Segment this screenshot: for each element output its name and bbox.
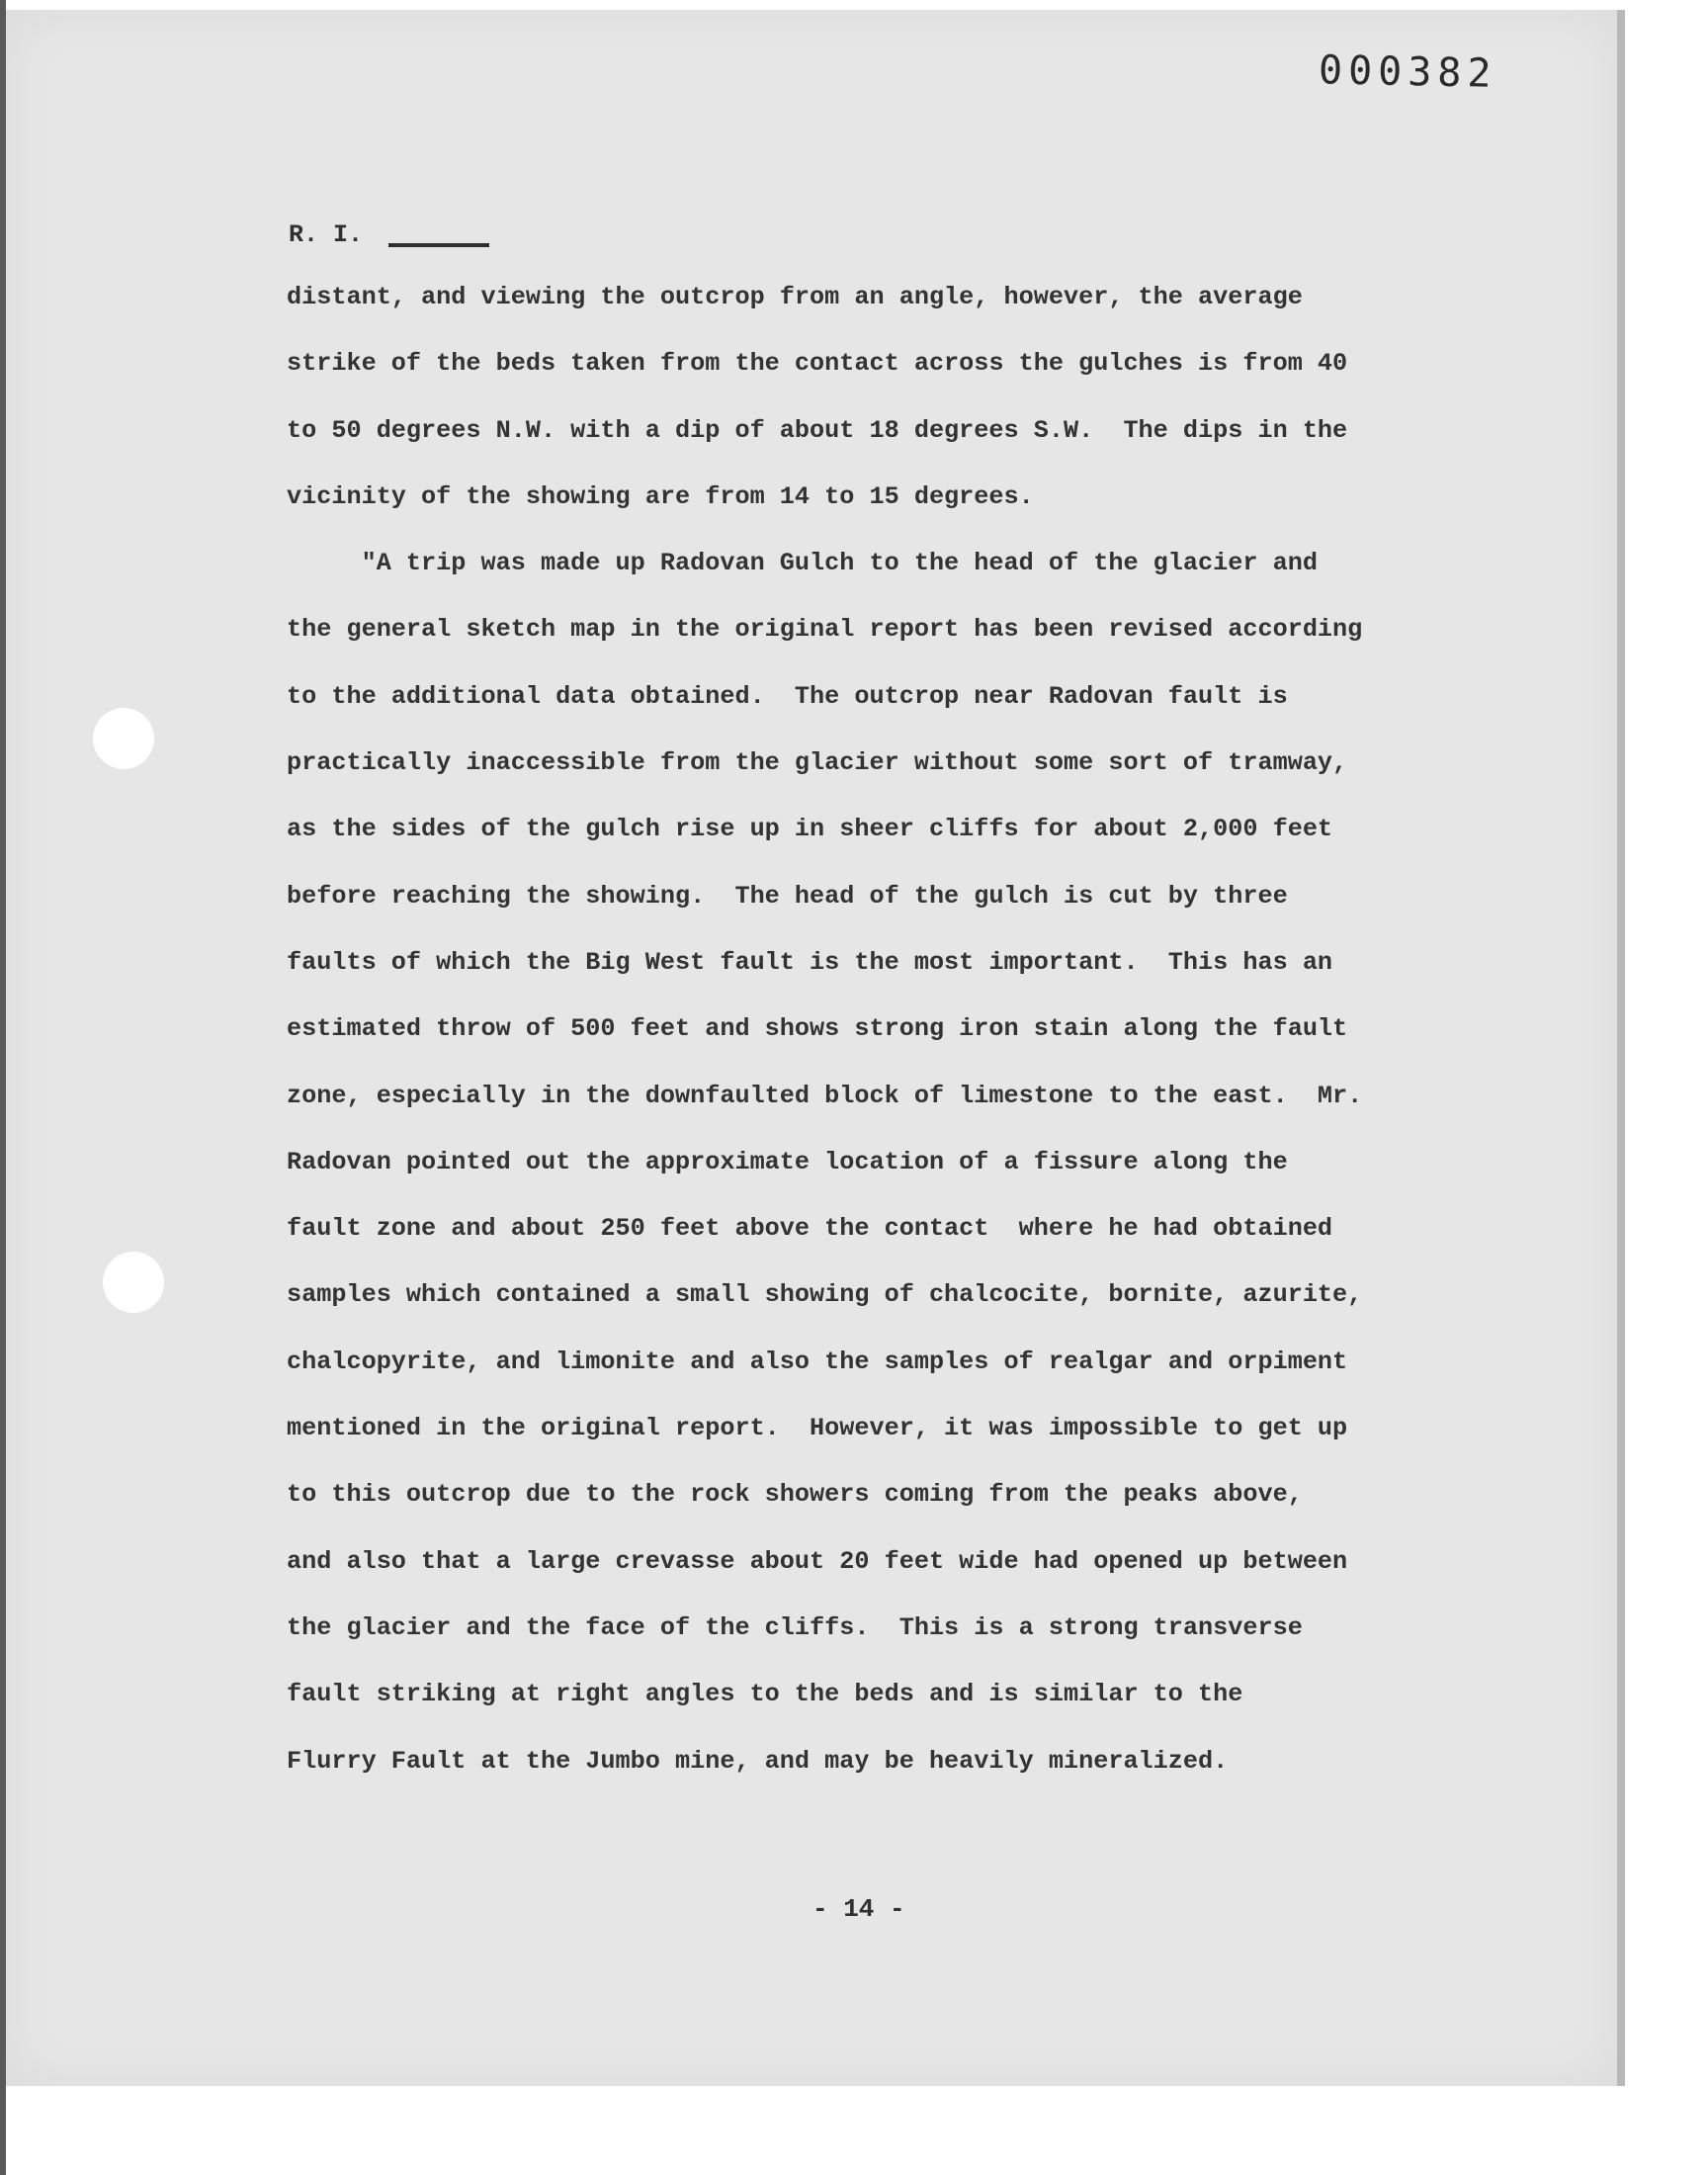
text-line: fault zone and about 250 feet above the contact where he had obtained <box>287 1214 1333 1244</box>
text-line: estimated throw of 500 feet and shows strong iron stain along the fault <box>287 1014 1348 1044</box>
text-line: vicinity of the showing are from 14 to 15 degrees. <box>287 481 1034 511</box>
text-line: strike of the beds taken from the contact across the gulches is from 40 <box>287 349 1348 379</box>
document-number: 000382 <box>1318 47 1497 97</box>
text-line: the general sketch map in the original report has been revised according <box>287 615 1363 645</box>
text-line: chalcopyrite, and limonite and also the samples of realgar and orpiment <box>287 1347 1348 1376</box>
text-line: and also that a large crevasse about 20 feet wide had opened up between <box>287 1546 1348 1576</box>
text-line: the glacier and the face of the cliffs. This is a strong transverse <box>287 1612 1303 1642</box>
punch-hole <box>103 1252 164 1313</box>
text-line: fault striking at right angles to the beds and is similar to the <box>287 1680 1243 1709</box>
text-line: to the additional data obtained. The outcrop near Radovan fault is <box>287 681 1288 711</box>
body-text <box>287 280 1493 1810</box>
text-line: distant, and viewing the outcrop from an angle, however, the average <box>287 283 1303 311</box>
text-line: "A trip was made up Radovan Gulch to the head of the glacier and <box>287 549 1318 578</box>
text-line: faults of which the Big West fault is the most important. This has an <box>287 947 1333 977</box>
text-line: samples which contained a small showing of chalcocite, bornite, azurite, <box>287 1280 1363 1310</box>
text-line: before reaching the showing. The head of the gulch is cut by three <box>287 881 1288 911</box>
text-line: Flurry Fault at the Jumbo mine, and may be heavily mineralized. <box>287 1746 1229 1776</box>
text-line: practically inaccessible from the glacier without some sort of tramway, <box>287 748 1348 778</box>
report-header-label: R. I. <box>289 220 364 249</box>
text-line: mentioned in the original report. However, it was impossible to get up <box>287 1414 1348 1443</box>
page-number: - 14 - <box>812 1894 905 1924</box>
text-line: to 50 degrees N.W. with a dip of about 18 degrees S.W. The dips in the <box>287 415 1348 445</box>
text-line: Radovan pointed out the approximate location of a fissure along the <box>287 1147 1288 1176</box>
report-number-blank <box>388 243 489 247</box>
scan-right-edge <box>1617 10 1625 2086</box>
text-line: as the sides of the gulch rise up in sheer cliffs for about 2,000 feet <box>287 815 1333 844</box>
text-line: to this outcrop due to the rock showers coming from the peaks above, <box>287 1480 1303 1510</box>
punch-hole <box>93 708 154 769</box>
text-line: zone, especially in the downfaulted block of limestone to the east. Mr. <box>287 1081 1363 1110</box>
